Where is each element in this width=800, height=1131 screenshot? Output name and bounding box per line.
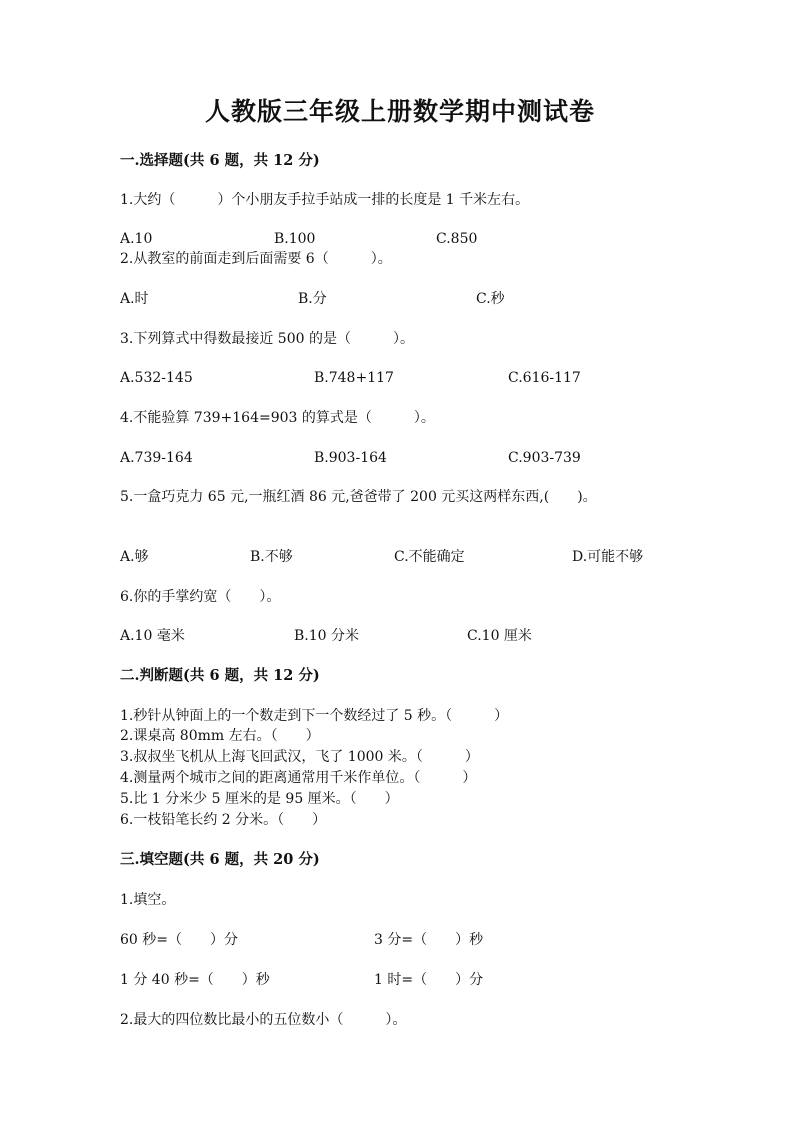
question-5-option-d: D.可能不够 (572, 549, 644, 565)
question-2-option-b: B.分 (298, 291, 327, 307)
question-6-text: 6.你的手掌约宽（ ）。 (120, 589, 281, 605)
judgment-item-2: 2.课桌高 80mm 左右。（ ） (120, 728, 320, 744)
question-1-text: 1.大约（ ）个小朋友手拉手站成一排的长度是 1 千米左右。 (120, 192, 530, 208)
question-5-option-a: A.够 (120, 549, 149, 565)
question-2-option-a: A.时 (120, 291, 149, 307)
question-6-option-b: B.10 分米 (294, 628, 360, 644)
section-heading-judgment: 二.判断题(共 6 题，共 12 分) (120, 667, 320, 684)
question-6-option-c: C.10 厘米 (467, 628, 532, 644)
question-2-text: 2.从教室的前面走到后面需要 6（ ）。 (120, 251, 392, 267)
judgment-item-5: 5.比 1 分米少 5 厘米的是 95 厘米。（ ） (120, 791, 399, 807)
fill-blank-3: 1 分 40 秒=（ ）秒 (120, 972, 270, 988)
fill-question-2-text: 2.最大的四位数比最小的五位数小（ ）。 (120, 1012, 407, 1028)
question-1-option-c: C.850 (436, 231, 478, 247)
question-4-option-c: C.903-739 (508, 450, 581, 466)
question-4-option-a: A.739-164 (120, 450, 193, 466)
fill-blank-2: 3 分=（ ）秒 (374, 932, 484, 948)
page-title: 人教版三年级上册数学期中测试卷 (204, 97, 595, 126)
question-6-option-a: A.10 毫米 (120, 628, 185, 644)
judgment-item-6: 6.一枝铅笔长约 2 分米。（ ） (120, 812, 327, 828)
question-5-option-b: B.不够 (250, 549, 293, 565)
judgment-item-4: 4.测量两个城市之间的距离通常用千米作单位。（ ） (120, 770, 477, 786)
question-3-text: 3.下列算式中得数最接近 500 的是（ ）。 (120, 331, 414, 347)
question-4-option-b: B.903-164 (314, 450, 387, 466)
question-3-option-a: A.532-145 (120, 370, 193, 386)
judgment-item-1: 1.秒针从钟面上的一个数走到下一个数经过了 5 秒。（ ） (120, 708, 509, 724)
question-5-text: 5.一盒巧克力 65 元,一瓶红酒 86 元,爸爸带了 200 元买这两样东西,( )。 (120, 489, 597, 505)
section-heading-choice: 一.选择题(共 6 题，共 12 分) (120, 152, 320, 169)
question-3-option-c: C.616-117 (508, 370, 581, 386)
question-1-option-a: A.10 (120, 231, 153, 247)
question-2-option-c: C.秒 (476, 291, 505, 307)
question-5-option-c: C.不能确定 (394, 549, 465, 565)
question-3-option-b: B.748+117 (314, 370, 394, 386)
question-1-option-b: B.100 (274, 231, 316, 247)
section-heading-fill-blank: 三.填空题(共 6 题，共 20 分) (120, 851, 320, 868)
question-4-text: 4.不能验算 739+164=903 的算式是（ ）。 (120, 410, 435, 426)
fill-question-1-text: 1.填空。 (120, 892, 176, 908)
judgment-item-3: 3.叔叔坐飞机从上海飞回武汉，飞了 1000 米。（ ） (120, 749, 479, 765)
fill-blank-1: 60 秒=（ ）分 (120, 932, 238, 948)
fill-blank-4: 1 时=（ ）分 (374, 972, 484, 988)
